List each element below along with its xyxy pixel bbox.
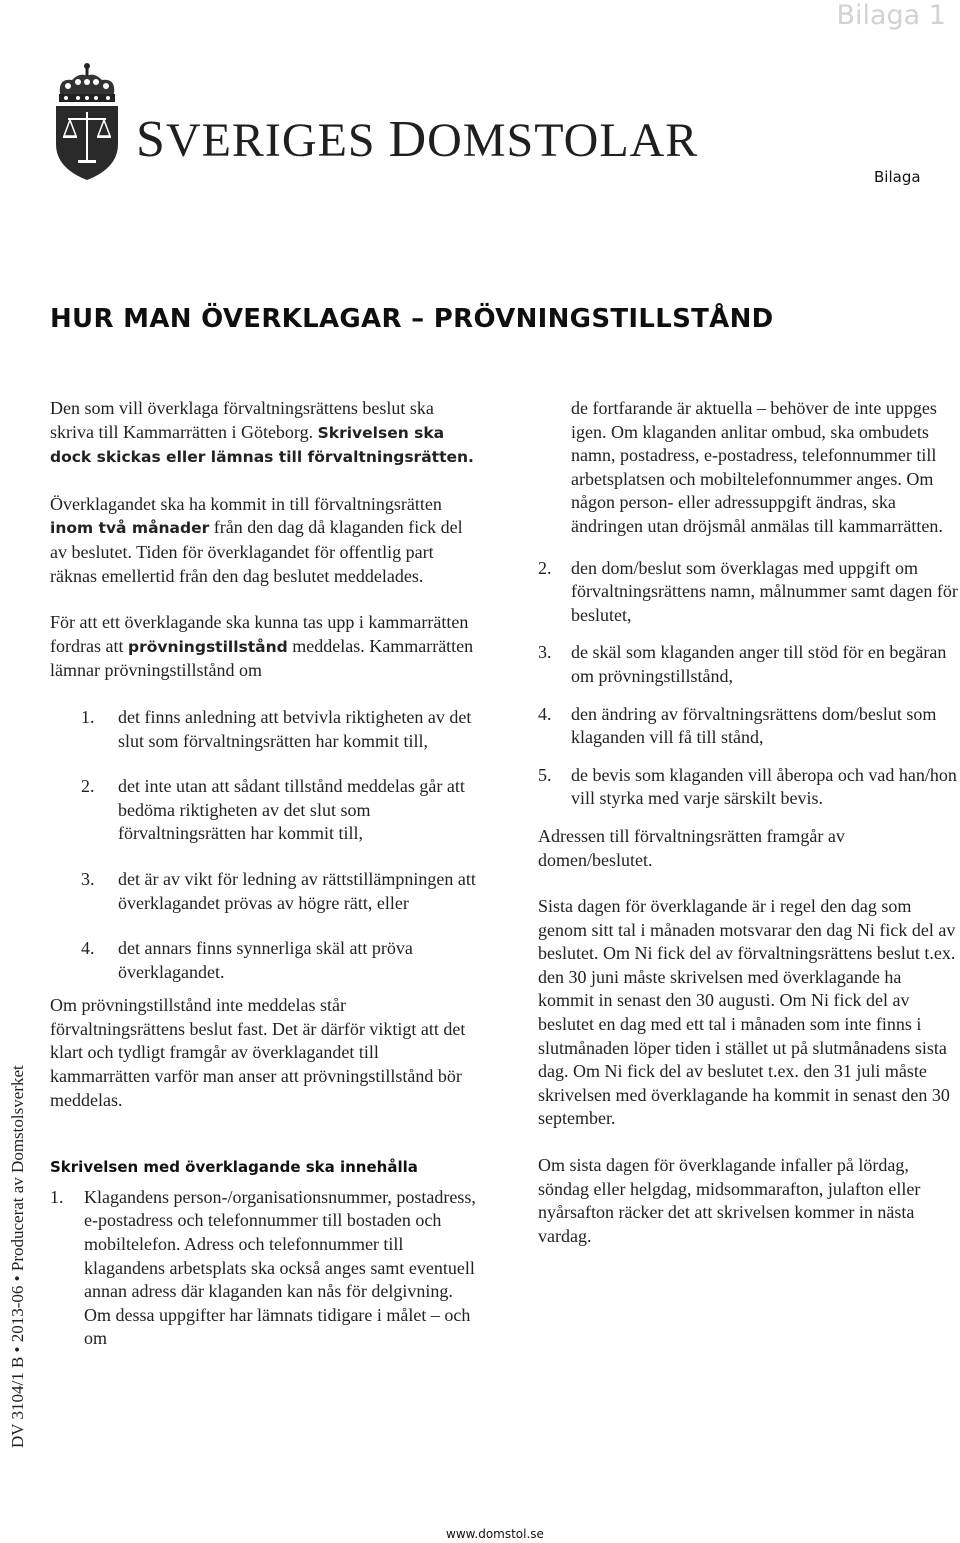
page-label-top: Bilaga 1 [836, 0, 946, 31]
document-reference: DV 3104/1 B • 2013-06 • Producerat av Domstolsverket [8, 1065, 27, 1448]
sveriges-domstolar-logo [50, 60, 699, 182]
consequence-paragraph: Om prövningstillstånd inte meddelas står förvaltningsrättens beslut fast. Det är därför viktigt att det klart och tydligt framgår av överklagandet till kammarrätten varför man anser att prövningstillstånd bör meddelas. [50, 995, 466, 1110]
bilaga-label: Bilaga [874, 168, 921, 186]
intro-paragraph: Den som vill överklaga förvaltningsrättens beslut ska skriva till Kammarrätten i Göteborg. Skrivelsen ska dock skickas eller lämnas till förvaltningsrätten. [50, 398, 474, 467]
left-column [50, 397, 480, 1373]
deadline-bold: inom två månader [50, 519, 210, 538]
contact-continuation: de fortfarande är aktuella – behöver de inte uppges igen. Om klaganden anlitar ombud, ska ombudets namn, postadress, e-postadress, telefonnummer till arbetsplatsen och mobiltelefonnummer anges. Om någon person- eller adressuppgift ändras, ska ändringen utan dröjsmål anmälas till kammarrätten. [571, 398, 943, 536]
crown-shield-icon [50, 60, 124, 182]
deadline-paragraph: Överklagandet ska ha kommit in till förvaltningsrätten inom två månader från den dag då klaganden fick del av beslutet. Tiden för överklagandet för offentlig part räknas emellertid från den dag beslutet meddelades. [50, 493, 463, 586]
list-item: 1. det finns anledning att betvivla riktigheten av det slut som förvaltningsrätten har kommit till, [81, 706, 472, 751]
list-item: 1. Klagandens person-/organisationsnummer, postadress, e-postadress och telefonnummer till bostaden och mobiltelefon. Adress och telefonnummer till klagandens arbetsplats ska också anges samt eventuell annan adress där klaganden kan nås för delgivning. Om dessa uppgifter har lämnats tidigare i målet – och om [50, 1186, 476, 1349]
permission-paragraph: För att ett överklagande ska kunna tas upp i kammarrätten fordras att prövningstillstånd meddelas. Kammarrätten lämnar prövningstillstånd om [50, 612, 474, 681]
list-item: 4. det annars finns synnerliga skäl att pröva överklagandet. [81, 938, 413, 982]
list-item: 3. de skäl som klaganden anger till stöd för en begäran om prövningstillstånd, [538, 642, 947, 686]
intro-bold: Skrivelsen ska dock skickas eller lämnas till förvaltningsrätten. [50, 423, 474, 467]
right-column [538, 397, 958, 1248]
section-heading: Skrivelsen med överklagande ska innehålla [50, 1158, 418, 1177]
last-day-paragraph: Sista dagen för överklagande är i regel den dag som genom sitt tal i månaden motsvarar den dag Ni fick del av beslutet. Om Ni fick del av förvaltningsrättens beslut t.ex. den 30 juni måste skrivelsen med överklagande ha kommit in senast den 30 augusti. Om Ni fick del av beslutet en dag med ett tal i månaden som inte finns i slutmånaden löper tiden i stället ut på slutmånadens sista dag. Om Ni fick del av beslutet t.ex. den 31 juli måste skrivelsen med överklagande ha kommit in senast den 30 september. [538, 896, 956, 1129]
weekend-paragraph: Om sista dagen för överklagande infaller på lördag, söndag eller helgdag, midsommarafton, julafton eller nyårsafton räcker det att skrivelsen kommer in nästa vardag. [538, 1155, 921, 1246]
contents-list [538, 557, 958, 811]
list-item: 4. den ändring av förvaltningsrättens dom/beslut som klaganden vill få till stånd, [538, 703, 937, 748]
footer-url: www.domstol.se [446, 1527, 544, 1541]
address-paragraph: Adressen till förvaltningsrätten framgår av domen/beslutet. [538, 825, 845, 870]
list-item: 2. det inte utan att sådant tillstånd meddelas går att bedöma riktigheten av det slut som förvaltningsrätten har kommit till, [81, 776, 465, 844]
list-item: 3. det är av vikt för ledning av rättstillämpningen att överklagandet prövas av högre rätt, eller [81, 868, 476, 913]
permission-bold: prövningstillstånd [127, 637, 288, 656]
list-item: 5. de bevis som klaganden vill åberopa och vad han/hon vill styrka med varje särskilt bevis. [538, 764, 957, 809]
logo-wordmark: SVERIGES DOMSTOLAR [136, 111, 699, 168]
permission-criteria-list [50, 706, 480, 984]
list-item: 2. den dom/beslut som överklagas med uppgift om förvaltningsrättens namn, målnummer samt dagen för beslutet, [538, 557, 958, 625]
page-title: HUR MAN ÖVERKLAGAR – PRÖVNINGSTILLSTÅND [50, 304, 774, 334]
